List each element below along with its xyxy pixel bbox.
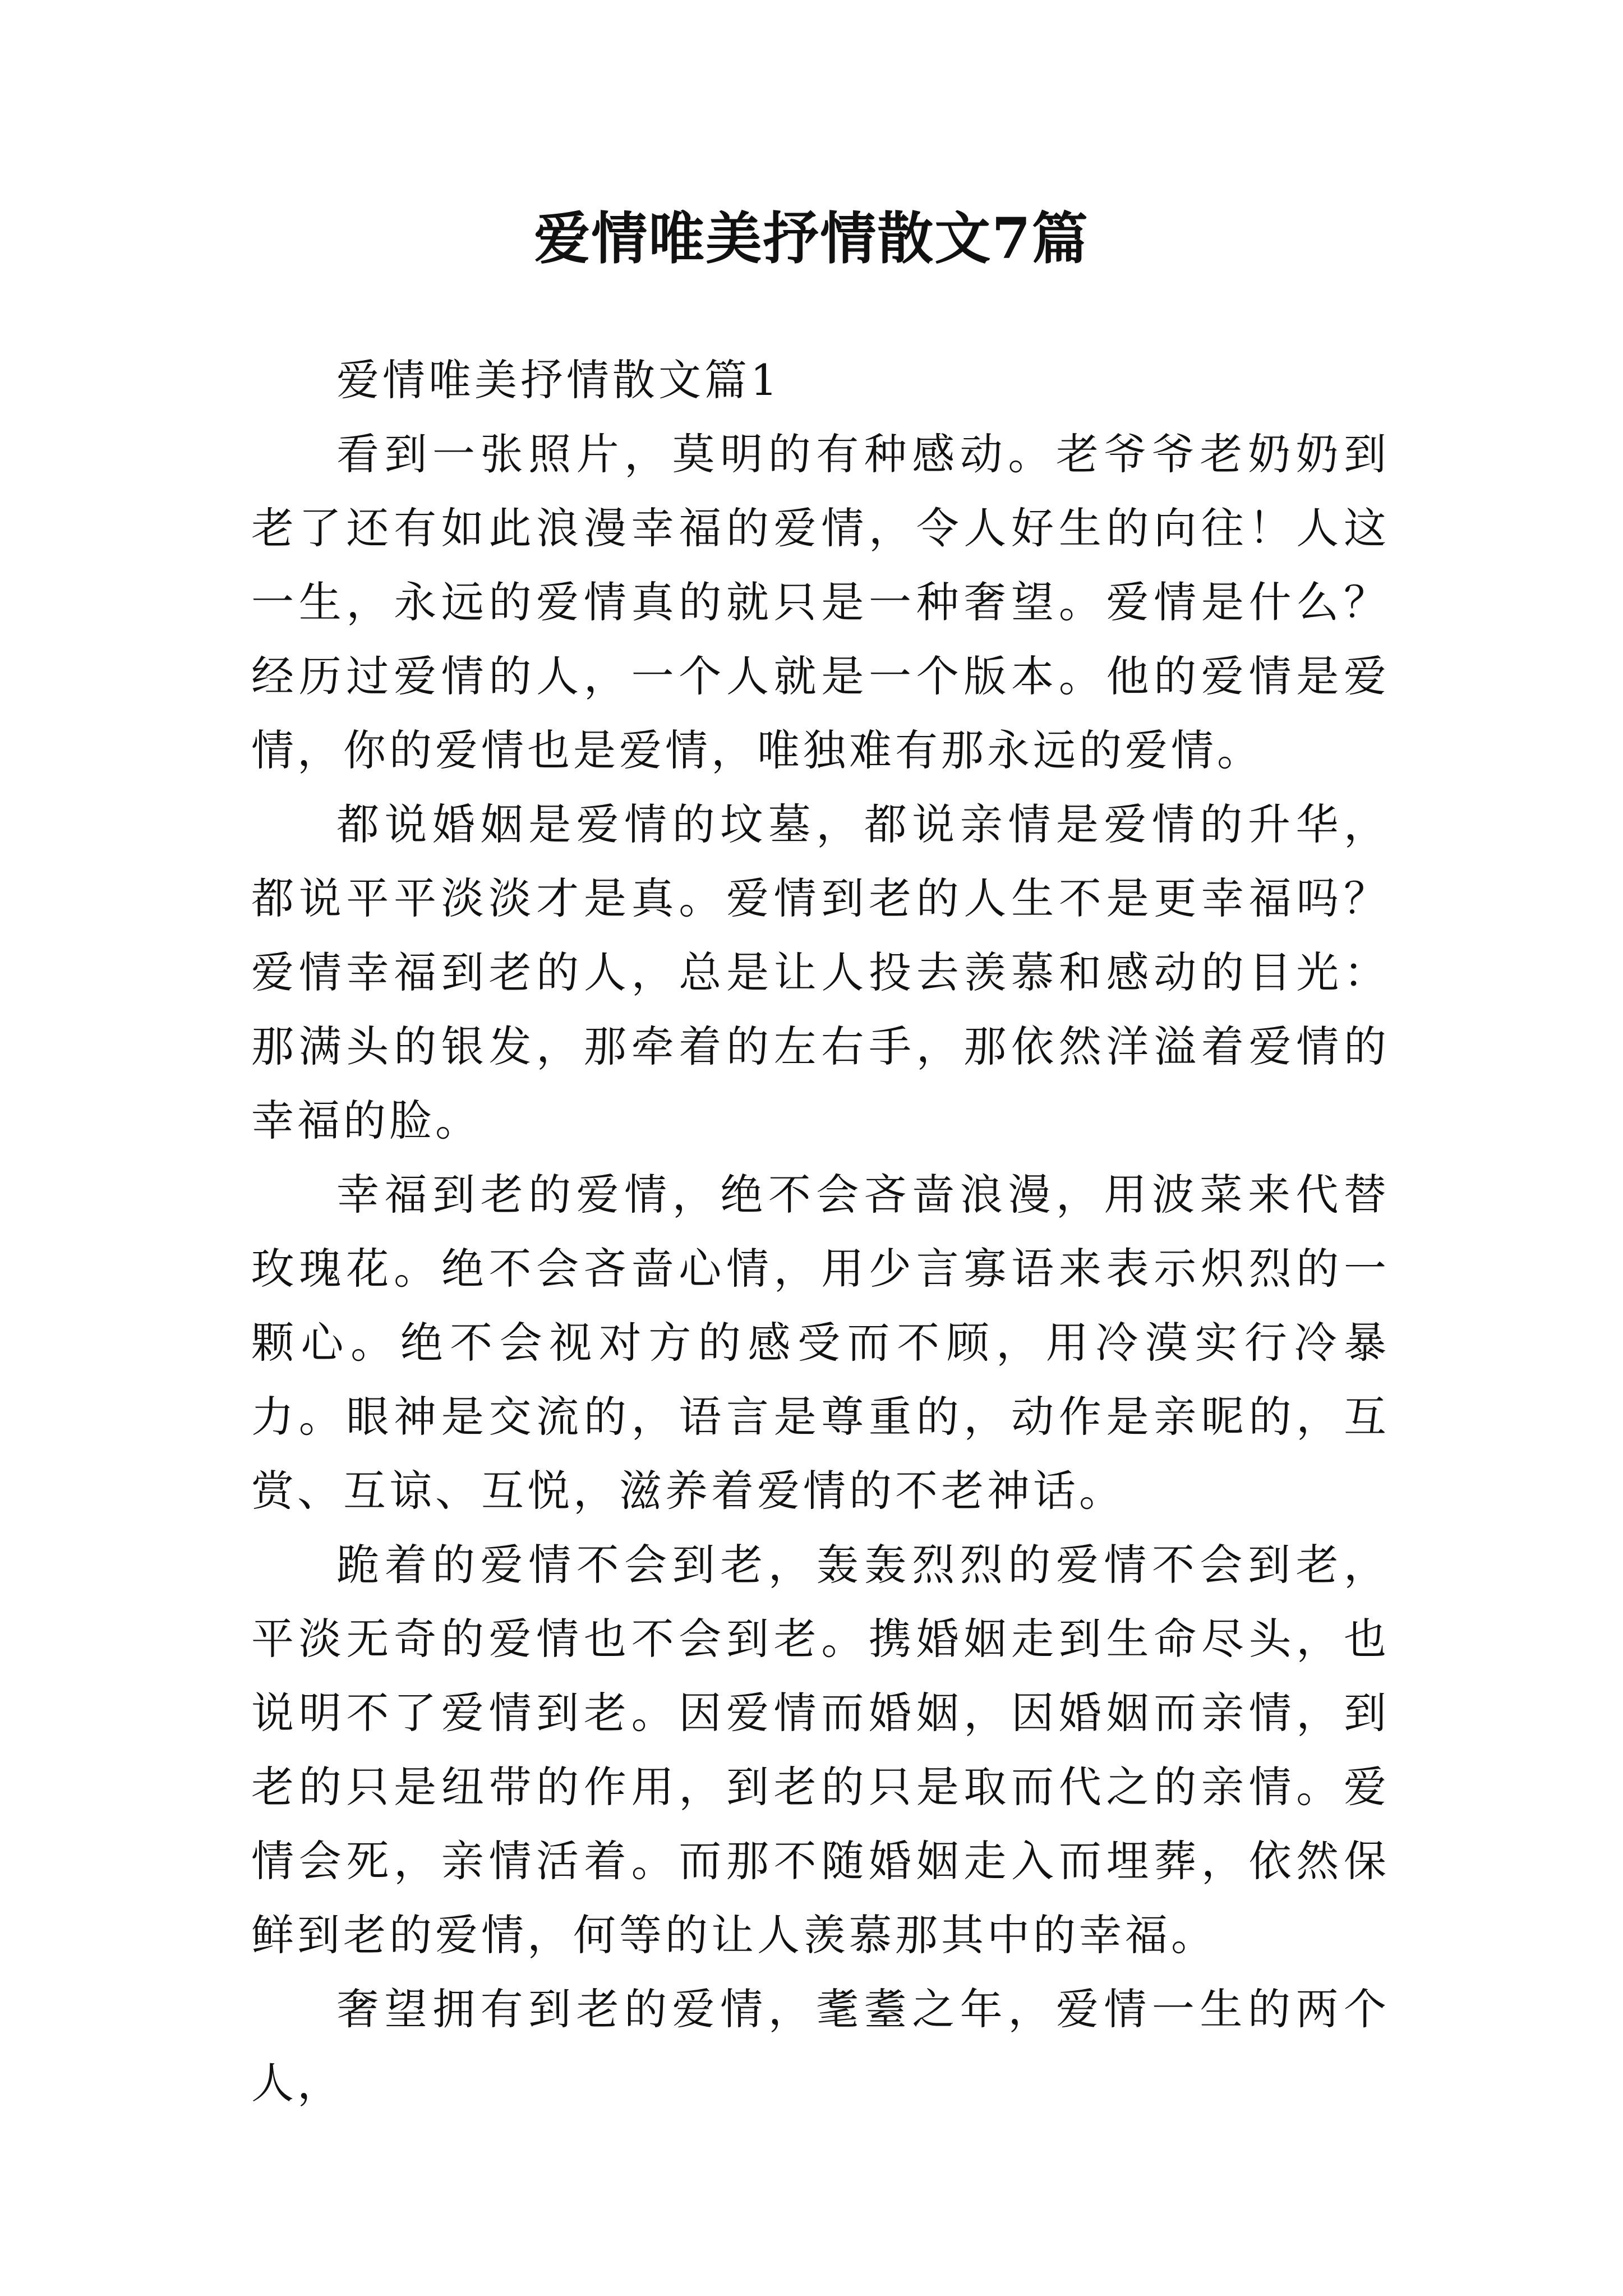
paragraph: 奢望拥有到老的爱情，耄耋之年，爱情一生的两个人， bbox=[251, 1984, 1390, 2108]
document-body bbox=[251, 343, 1390, 2120]
paragraph: 跪着的爱情不会到老，轰轰烈烈的爱情不会到老，平淡无奇的爱情也不会到老。携婚姻走到生命尽头，也说明不了爱情到老。因爱情而婚姻，因婚姻而亲情，到老的只是纽带的作用，到老的只是取而代之的亲情。爱情会死，亲情活着。而那不随婚姻走入而埋葬，依然保鲜到老的爱情，何等的让人羡慕那其中的幸福。 bbox=[251, 1540, 1390, 1960]
paragraph: 幸福到老的爱情，绝不会吝啬浪漫，用波菜来代替玫瑰花。绝不会吝啬心情，用少言寡语来表示炽烈的一颗心。绝不会视对方的感受而不顾，用冷漠实行冷暴力。眼神是交流的，语言是尊重的，动作是亲昵的，互赏、互谅、互悦，滋养着爱情的不老神话。 bbox=[251, 1170, 1390, 1516]
paragraph: 看到一张照片，莫明的有种感动。老爷爷老奶奶到老了还有如此浪漫幸福的爱情，令人好生的向往！人这一生，永远的爱情真的就只是一种奢望。爱情是什么？经历过爱情的人，一个人就是一个版本。他的爱情是爱情，你的爱情也是爱情，唯独难有那永远的爱情。 bbox=[251, 429, 1390, 775]
section-heading: 爱情唯美抒情散文篇1 bbox=[336, 355, 781, 405]
paragraph: 都说婚姻是爱情的坟墓，都说亲情是爱情的升华，都说平平淡淡才是真。爱情到老的人生不是更幸福吗？爱情幸福到老的人，总是让人投去羡慕和感动的目光：那满头的银发，那牵着的左右手，那依然洋溢着爱情的幸福的脸。 bbox=[251, 799, 1390, 1145]
document-title: 爱情唯美抒情散文7篇 bbox=[534, 205, 1089, 272]
